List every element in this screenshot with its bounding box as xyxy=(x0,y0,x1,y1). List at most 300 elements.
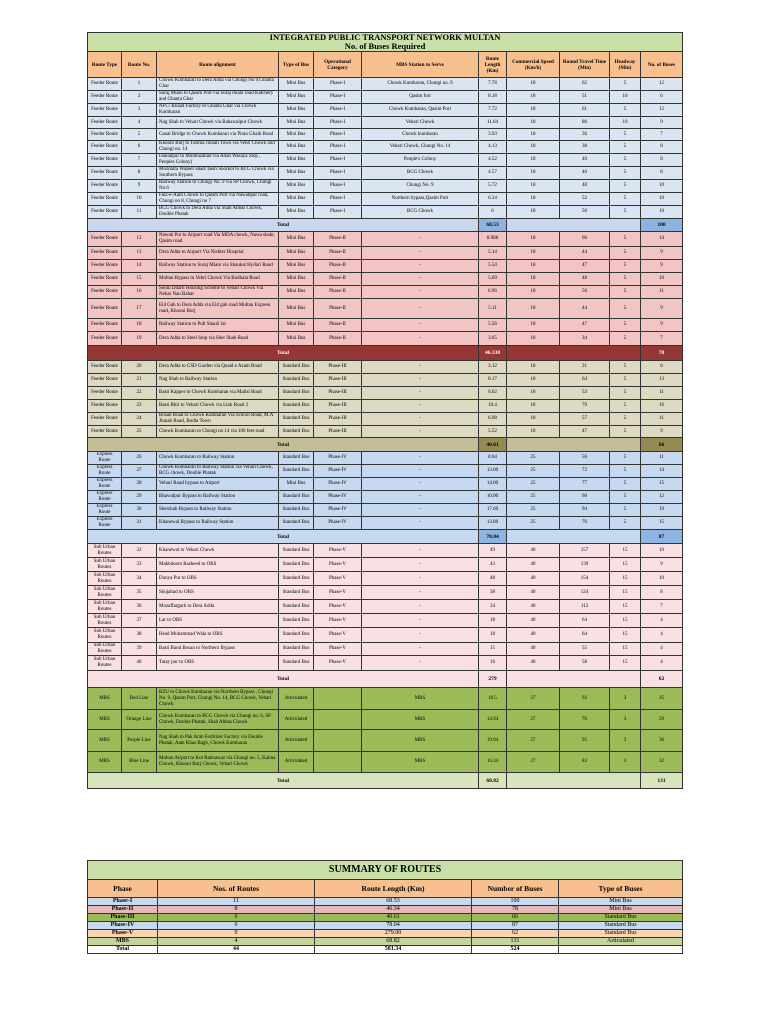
summary-title: SUMMARY OF ROUTES xyxy=(88,861,683,880)
cell-route-type: Feeder Route xyxy=(88,154,122,167)
cell-bus-type: Mini Bus xyxy=(279,78,314,91)
cell-operational-category: Phase-II xyxy=(314,319,362,332)
cell-operational-category: Phase-V xyxy=(314,614,362,628)
cell-bus-type: Standard Bus xyxy=(279,656,314,671)
cell-bus-type: Standard Bus xyxy=(279,586,314,600)
cell-route-no: Red Line xyxy=(122,688,157,710)
cell-route-no: 7 xyxy=(122,154,157,167)
cell-round-travel-time: 112 xyxy=(560,600,610,614)
cell-route-length: 6.98 xyxy=(479,413,507,426)
cell-bus-type: Standard Bus xyxy=(279,400,314,413)
cell-headway: 5 xyxy=(610,413,641,426)
total-no-of-buses: 100 xyxy=(641,219,683,232)
total-label: Total xyxy=(88,438,479,452)
total-route-length: 279 xyxy=(479,671,507,688)
summary-cell-phase: Phase-V xyxy=(88,930,158,938)
col-header-headway: Headway (Min) xyxy=(610,52,641,78)
summary-total-phase: Total xyxy=(88,946,158,954)
cell-round-travel-time: 44 xyxy=(560,299,610,319)
cell-no-of-buses: 7 xyxy=(641,332,683,346)
cell-round-travel-time: 40 xyxy=(560,154,610,167)
summary-cell-length: 40.61 xyxy=(315,914,472,922)
table-row xyxy=(88,572,683,586)
table-row xyxy=(88,129,683,141)
cell-mbs-station: - xyxy=(362,558,479,572)
cell-operational-category: Phase-IV xyxy=(314,452,362,465)
cell-bus-type: Mini Bus xyxy=(279,154,314,167)
cell-no-of-buses: 7 xyxy=(641,600,683,614)
cell-headway: 5 xyxy=(610,426,641,438)
cell-route-alignment: Basti Bhir to Vehari Chowk via Link Road 2 xyxy=(157,400,279,413)
col-header-no-of-buses: No. of Buses xyxy=(641,52,683,78)
cell-commercial-speed: 18 xyxy=(507,400,560,413)
cell-mbs-station: - xyxy=(362,332,479,346)
cell-no-of-buses: 4 xyxy=(641,643,683,656)
cell-bus-type: Standard Bus xyxy=(279,465,314,478)
cell-route-alignment: Railway Station to Pull Shauli lal xyxy=(157,319,279,332)
cell-no-of-buses: 15 xyxy=(641,478,683,491)
cell-route-length: 16.5 xyxy=(479,688,507,710)
table-row xyxy=(88,361,683,374)
summary-cell-bus-type: Articulated xyxy=(559,938,683,946)
cell-round-travel-time: 48 xyxy=(560,180,610,193)
cell-headway: 10 xyxy=(610,91,641,104)
cell-route-length: 6 xyxy=(479,206,507,219)
cell-operational-category xyxy=(314,730,362,752)
cell-mbs-station: - xyxy=(362,643,479,656)
cell-mbs-station: - xyxy=(362,504,479,517)
cell-route-alignment: Vehari Road bypass to Airport xyxy=(157,478,279,491)
cell-round-travel-time: 52 xyxy=(560,193,610,206)
summary-cell-buses: 66 xyxy=(472,914,559,922)
table-row xyxy=(88,400,683,413)
cell-operational-category: Phase-IV xyxy=(314,491,362,504)
cell-operational-category: Phase-I xyxy=(314,193,362,206)
cell-commercial-speed: 18 xyxy=(507,232,560,247)
summary-cell-length: 279.00 xyxy=(315,930,472,938)
cell-route-length: 5.72 xyxy=(479,180,507,193)
cell-route-no: 34 xyxy=(122,572,157,586)
table-row xyxy=(88,260,683,273)
cell-headway: 5 xyxy=(610,154,641,167)
cell-round-travel-time: 83 xyxy=(560,752,610,773)
cell-bus-type: Standard Bus xyxy=(279,361,314,374)
cell-commercial-speed: 18 xyxy=(507,361,560,374)
cell-route-length: 43 xyxy=(479,558,507,572)
cell-commercial-speed: 18 xyxy=(507,129,560,141)
cell-bus-type: Standard Bus xyxy=(279,517,314,530)
cell-operational-category: Phase-II xyxy=(314,273,362,286)
cell-mbs-station: Vehari Chowk, Chungi No. 14 xyxy=(362,141,479,154)
cell-route-no: 4 xyxy=(122,117,157,129)
cell-route-alignment: BZU to Chowk Kumharan via Northern Bypass , Chungi No. 9, Qasim Port, Chungi No. 14, BCG Chowk, Vehari Chowk xyxy=(157,688,279,710)
summary-cell-bus-type: Standard Bus xyxy=(559,922,683,930)
table-row xyxy=(88,730,683,752)
cell-operational-category: Phase-I xyxy=(314,154,362,167)
cell-mbs-station: - xyxy=(362,286,479,299)
cell-round-travel-time: 94 xyxy=(560,504,610,517)
cell-bus-type: Mini Bus xyxy=(279,117,314,129)
total-spacer xyxy=(507,773,641,789)
table-row xyxy=(88,491,683,504)
cell-route-no: 3 xyxy=(122,104,157,117)
table-row xyxy=(88,332,683,346)
summary-cell-buses: 100 xyxy=(472,898,559,906)
cell-no-of-buses: 10 xyxy=(641,572,683,586)
table-row xyxy=(88,517,683,530)
cell-route-type: Feeder Route xyxy=(88,129,122,141)
table-row xyxy=(88,600,683,614)
summary-cell-phase: Phase-III xyxy=(88,914,158,922)
cell-route-no: 12 xyxy=(122,232,157,247)
cell-route-alignment: Makhdoom Rasheed to OBS xyxy=(157,558,279,572)
table-row xyxy=(88,643,683,656)
cell-route-length: 5.69 xyxy=(479,273,507,286)
cell-route-alignment: Mozdalfa Wazeer abad/ basti Shorkot to BCG Chowk via Southern Bypass xyxy=(157,167,279,180)
cell-commercial-speed: 25 xyxy=(507,517,560,530)
cell-route-length: 5.52 xyxy=(479,426,507,438)
summary-cell-bus-type: Mini Bus xyxy=(559,906,683,914)
cell-route-type: Sub Urban Routes xyxy=(88,586,122,600)
total-no-of-buses: 78 xyxy=(641,346,683,361)
cell-headway: 5 xyxy=(610,319,641,332)
cell-operational-category: Phase-I xyxy=(314,117,362,129)
cell-bus-type: Standard Bus xyxy=(279,374,314,387)
cell-round-travel-time: 64 xyxy=(560,628,610,643)
cell-route-length: 5.11 xyxy=(479,299,507,319)
cell-no-of-buses: 11 xyxy=(641,452,683,465)
cell-mbs-station: - xyxy=(362,319,479,332)
cell-route-alignment: Muzaffargarh to Dera Adda xyxy=(157,600,279,614)
cell-route-alignment: Railway Station to Suraj Miani via Shaukat Hydari Road xyxy=(157,260,279,273)
cell-route-type: MBS xyxy=(88,688,122,710)
cell-operational-category: Phase-II xyxy=(314,247,362,260)
cell-mbs-station: - xyxy=(362,491,479,504)
cell-bus-type: Standard Bus xyxy=(279,452,314,465)
cell-route-alignment: Chowk Kumharan to Railway Station xyxy=(157,452,279,465)
phase-total-row xyxy=(88,773,683,789)
table-row xyxy=(88,544,683,558)
cell-bus-type: Mini Bus xyxy=(279,286,314,299)
cell-commercial-speed: 40 xyxy=(507,628,560,643)
cell-round-travel-time: 47 xyxy=(560,426,610,438)
phase-total-row xyxy=(88,438,683,452)
cell-mbs-station: - xyxy=(362,260,479,273)
cell-mbs-station: - xyxy=(362,299,479,319)
cell-headway: 5 xyxy=(610,206,641,219)
total-no-of-buses: 62 xyxy=(641,671,683,688)
cell-round-travel-time: 64 xyxy=(560,374,610,387)
cell-route-length: 49 xyxy=(479,544,507,558)
cell-headway: 5 xyxy=(610,141,641,154)
cell-route-type: Sub Urban Routes xyxy=(88,558,122,572)
cell-route-length: 7.72 xyxy=(479,104,507,117)
cell-no-of-buses: 12 xyxy=(641,491,683,504)
summary-cell-bus-type: Mini Bus xyxy=(559,898,683,906)
phase-total-row xyxy=(88,346,683,361)
summary-total-length: 581.34 xyxy=(315,946,472,954)
cell-route-type: Feeder Route xyxy=(88,332,122,346)
cell-no-of-buses: 13 xyxy=(641,374,683,387)
total-spacer xyxy=(507,530,641,544)
cell-no-of-buses: 4 xyxy=(641,656,683,671)
cell-route-type: Sub Urban Routes xyxy=(88,572,122,586)
cell-commercial-speed: 27 xyxy=(507,710,560,730)
cell-round-travel-time: 60 xyxy=(560,491,610,504)
cell-headway: 5 xyxy=(610,273,641,286)
summary-cell-buses: 87 xyxy=(472,922,559,930)
cell-headway: 15 xyxy=(610,600,641,614)
cell-bus-type: Mini Bus xyxy=(279,319,314,332)
cell-bus-type: Mini Bus xyxy=(279,167,314,180)
cell-route-type: Feeder Route xyxy=(88,91,122,104)
summary-row xyxy=(88,914,683,922)
cell-route-type: Express Route xyxy=(88,491,122,504)
cell-route-type: Feeder Route xyxy=(88,413,122,426)
cell-commercial-speed: 18 xyxy=(507,247,560,260)
cell-no-of-buses: 14 xyxy=(641,232,683,247)
summary-cell-buses: 78 xyxy=(472,906,559,914)
cell-no-of-buses: 10 xyxy=(641,193,683,206)
total-route-length: 68.53 xyxy=(479,219,507,232)
cell-commercial-speed: 27 xyxy=(507,730,560,752)
cell-commercial-speed: 18 xyxy=(507,206,560,219)
col-header-commercial-speed: Commercial Speed (Km/h) xyxy=(507,52,560,78)
cell-route-length: 11.64 xyxy=(479,117,507,129)
cell-no-of-buses: 9 xyxy=(641,319,683,332)
cell-round-travel-time: 50 xyxy=(560,206,610,219)
cell-bus-type: Articulated xyxy=(279,710,314,730)
cell-route-no: 21 xyxy=(122,374,157,387)
cell-route-type: Feeder Route xyxy=(88,400,122,413)
cell-route-no: 37 xyxy=(122,614,157,628)
table-row xyxy=(88,141,683,154)
cell-route-alignment: Lar to OBS xyxy=(157,614,279,628)
cell-round-travel-time: 95 xyxy=(560,730,610,752)
cell-headway: 5 xyxy=(610,517,641,530)
cell-no-of-buses: 11 xyxy=(641,286,683,299)
cell-no-of-buses: 4 xyxy=(641,614,683,628)
cell-route-alignment: Head Muhammad Wala to OBS xyxy=(157,628,279,643)
table-row xyxy=(88,374,683,387)
cell-operational-category: Phase-V xyxy=(314,643,362,656)
cell-operational-category: Phase-I xyxy=(314,78,362,91)
cell-bus-type: Standard Bus xyxy=(279,426,314,438)
cell-route-alignment: Khanewal Bypass to Railway Station xyxy=(157,517,279,530)
cell-route-type: Feeder Route xyxy=(88,167,122,180)
cell-no-of-buses: 9 xyxy=(641,247,683,260)
cell-operational-category: Phase-I xyxy=(314,180,362,193)
cell-commercial-speed: 18 xyxy=(507,387,560,400)
table-row xyxy=(88,299,683,319)
col-header-route-no: Route No. xyxy=(122,52,157,78)
table-row xyxy=(88,656,683,671)
cell-route-no: 8 xyxy=(122,167,157,180)
cell-no-of-buses: 15 xyxy=(641,517,683,530)
cell-operational-category: Phase-V xyxy=(314,628,362,643)
summary-col-routes: Nos. of Routes xyxy=(158,880,315,898)
cell-route-no: 17 xyxy=(122,299,157,319)
table-row xyxy=(88,688,683,710)
summary-total-routes: 44 xyxy=(158,946,315,954)
cell-no-of-buses: 9 xyxy=(641,299,683,319)
summary-cell-bus-type: Standard Bus xyxy=(559,930,683,938)
cell-round-travel-time: 72 xyxy=(560,465,610,478)
cell-operational-category: Phase-I xyxy=(314,206,362,219)
cell-route-type: Express Route xyxy=(88,465,122,478)
cell-route-length: 18 xyxy=(479,614,507,628)
cell-no-of-buses: 9 xyxy=(641,117,683,129)
cell-commercial-speed: 18 xyxy=(507,141,560,154)
summary-cell-phase: Phase-I xyxy=(88,898,158,906)
cell-round-travel-time: 38 xyxy=(560,141,610,154)
cell-route-length: 4.57 xyxy=(479,167,507,180)
cell-route-no: 9 xyxy=(122,180,157,193)
cell-commercial-speed: 40 xyxy=(507,600,560,614)
phase-total-row xyxy=(88,671,683,688)
cell-route-alignment: Sohni Dharti Housing Scheme to Vehari Chowk Via Nehar Nau Bahar xyxy=(157,286,279,299)
cell-route-length: 16 xyxy=(479,656,507,671)
cell-headway: 5 xyxy=(610,260,641,273)
cell-mbs-station: - xyxy=(362,273,479,286)
cell-headway: 15 xyxy=(610,614,641,628)
cell-commercial-speed: 18 xyxy=(507,286,560,299)
cell-mbs-station: - xyxy=(362,361,479,374)
cell-operational-category: Phase-I xyxy=(314,129,362,141)
cell-headway: 15 xyxy=(610,643,641,656)
cell-operational-category: Phase-II xyxy=(314,232,362,247)
cell-round-travel-time: 57 xyxy=(560,413,610,426)
cell-round-travel-time: 76 xyxy=(560,710,610,730)
table-row xyxy=(88,206,683,219)
total-route-length: 40.61 xyxy=(479,438,507,452)
cell-round-travel-time: 40 xyxy=(560,167,610,180)
cell-route-length: 8.17 xyxy=(479,374,507,387)
cell-headway: 15 xyxy=(610,656,641,671)
cell-route-length: 5.54 xyxy=(479,260,507,273)
cell-route-length: 5.14 xyxy=(479,247,507,260)
cell-commercial-speed: 40 xyxy=(507,643,560,656)
total-no-of-buses: 131 xyxy=(641,773,683,789)
cell-headway: 5 xyxy=(610,452,641,465)
total-label: Total xyxy=(88,219,479,232)
cell-operational-category: Phase-III xyxy=(314,426,362,438)
cell-operational-category: Phase-IV xyxy=(314,478,362,491)
cell-route-no: 22 xyxy=(122,387,157,400)
table-row xyxy=(88,154,683,167)
cell-operational-category: Phase-II xyxy=(314,260,362,273)
cell-route-no: 5 xyxy=(122,129,157,141)
summary-row xyxy=(88,930,683,938)
cell-route-type: Feeder Route xyxy=(88,361,122,374)
cell-bus-type: Mini Bus xyxy=(279,232,314,247)
cell-route-no: 25 xyxy=(122,426,157,438)
col-header-type-of-bus: Type of Bus xyxy=(279,52,314,78)
cell-bus-type: Mini Bus xyxy=(279,247,314,260)
table-row xyxy=(88,614,683,628)
cell-operational-category: Phase-I xyxy=(314,141,362,154)
cell-bus-type: Mini Bus xyxy=(279,141,314,154)
cell-route-length: 34 xyxy=(479,600,507,614)
total-route-length: 46.338 xyxy=(479,346,507,361)
cell-bus-type: Mini Bus xyxy=(279,104,314,117)
cell-mbs-station: - xyxy=(362,614,479,628)
cell-route-length: 8.988 xyxy=(479,232,507,247)
cell-commercial-speed: 18 xyxy=(507,167,560,180)
cell-round-travel-time: 34 xyxy=(560,332,610,346)
cell-route-alignment: Shershah Bypass to Railway Station xyxy=(157,504,279,517)
cell-headway: 5 xyxy=(610,465,641,478)
table-row xyxy=(88,752,683,773)
cell-operational-category xyxy=(314,710,362,730)
cell-route-alignment: Dunya Pur to OBS xyxy=(157,572,279,586)
cell-mbs-station: - xyxy=(362,628,479,643)
cell-operational-category: Phase-III xyxy=(314,413,362,426)
cell-operational-category: Phase-V xyxy=(314,544,362,558)
cell-route-alignment: Multan Airport to Kot Rabnawaz via Chungi no. 5, Kalma Chowk, Khooni Burj Chowk, Vehari Chowk xyxy=(157,752,279,773)
summary-cell-routes: 4 xyxy=(158,938,315,946)
cell-bus-type: Articulated xyxy=(279,752,314,773)
cell-headway: 5 xyxy=(610,387,641,400)
cell-operational-category: Phase-IV xyxy=(314,504,362,517)
cell-route-alignment: Nag Shah to Pak Arab Fertilizer Factory via Double Phatak, Aam Khas Bagh, Chowk Kumharan xyxy=(157,730,279,752)
summary-cell-buses: 131 xyxy=(472,938,559,946)
table-row xyxy=(88,247,683,260)
cell-route-no: 35 xyxy=(122,586,157,600)
cell-operational-category: Phase-III xyxy=(314,374,362,387)
total-spacer xyxy=(507,346,641,361)
cell-route-no: 15 xyxy=(122,273,157,286)
cell-route-no: 26 xyxy=(122,452,157,465)
cell-mbs-station: MBS xyxy=(362,730,479,752)
total-route-length: 68.82 xyxy=(479,773,507,789)
cell-mbs-station: MBS xyxy=(362,752,479,773)
total-no-of-buses: 66 xyxy=(641,438,683,452)
cell-headway: 3 xyxy=(610,688,641,710)
table-row xyxy=(88,91,683,104)
cell-mbs-station: - xyxy=(362,426,479,438)
cell-route-alignment: Tatay pur to OBS xyxy=(157,656,279,671)
cell-round-travel-time: 31 xyxy=(560,361,610,374)
table-row xyxy=(88,180,683,193)
total-label: Total xyxy=(88,671,479,688)
cell-route-alignment: Railway Station to Chungi No. 9 via SP Chowk, Chungi No.6 xyxy=(157,180,279,193)
cell-mbs-station: - xyxy=(362,413,479,426)
cell-route-type: Feeder Route xyxy=(88,247,122,260)
cell-route-length: 14.94 xyxy=(479,710,507,730)
cell-route-length: 19.04 xyxy=(479,730,507,752)
cell-commercial-speed: 27 xyxy=(507,752,560,773)
cell-round-travel-time: 53 xyxy=(560,387,610,400)
cell-headway: 5 xyxy=(610,478,641,491)
cell-no-of-buses: 6 xyxy=(641,361,683,374)
cell-operational-category: Phase-II xyxy=(314,286,362,299)
cell-operational-category: Phase-III xyxy=(314,400,362,413)
cell-headway: 15 xyxy=(610,558,641,572)
summary-cell-routes: 6 xyxy=(158,914,315,922)
cell-commercial-speed: 25 xyxy=(507,452,560,465)
col-header-mbs-station: MBS Station to Serve xyxy=(362,52,479,78)
cell-mbs-station: - xyxy=(362,600,479,614)
table-row xyxy=(88,117,683,129)
summary-row xyxy=(88,906,683,914)
cell-no-of-buses: 16 xyxy=(641,400,683,413)
total-label: Total xyxy=(88,346,479,361)
cell-commercial-speed: 18 xyxy=(507,426,560,438)
cell-route-alignment: Faiz-e-Aam Chowk to Qasim Port via Nawabpur road, Chungi no 8, Chungi no 7 xyxy=(157,193,279,206)
cell-mbs-station: - xyxy=(362,452,479,465)
cell-route-no: Blue Line xyxy=(122,752,157,773)
